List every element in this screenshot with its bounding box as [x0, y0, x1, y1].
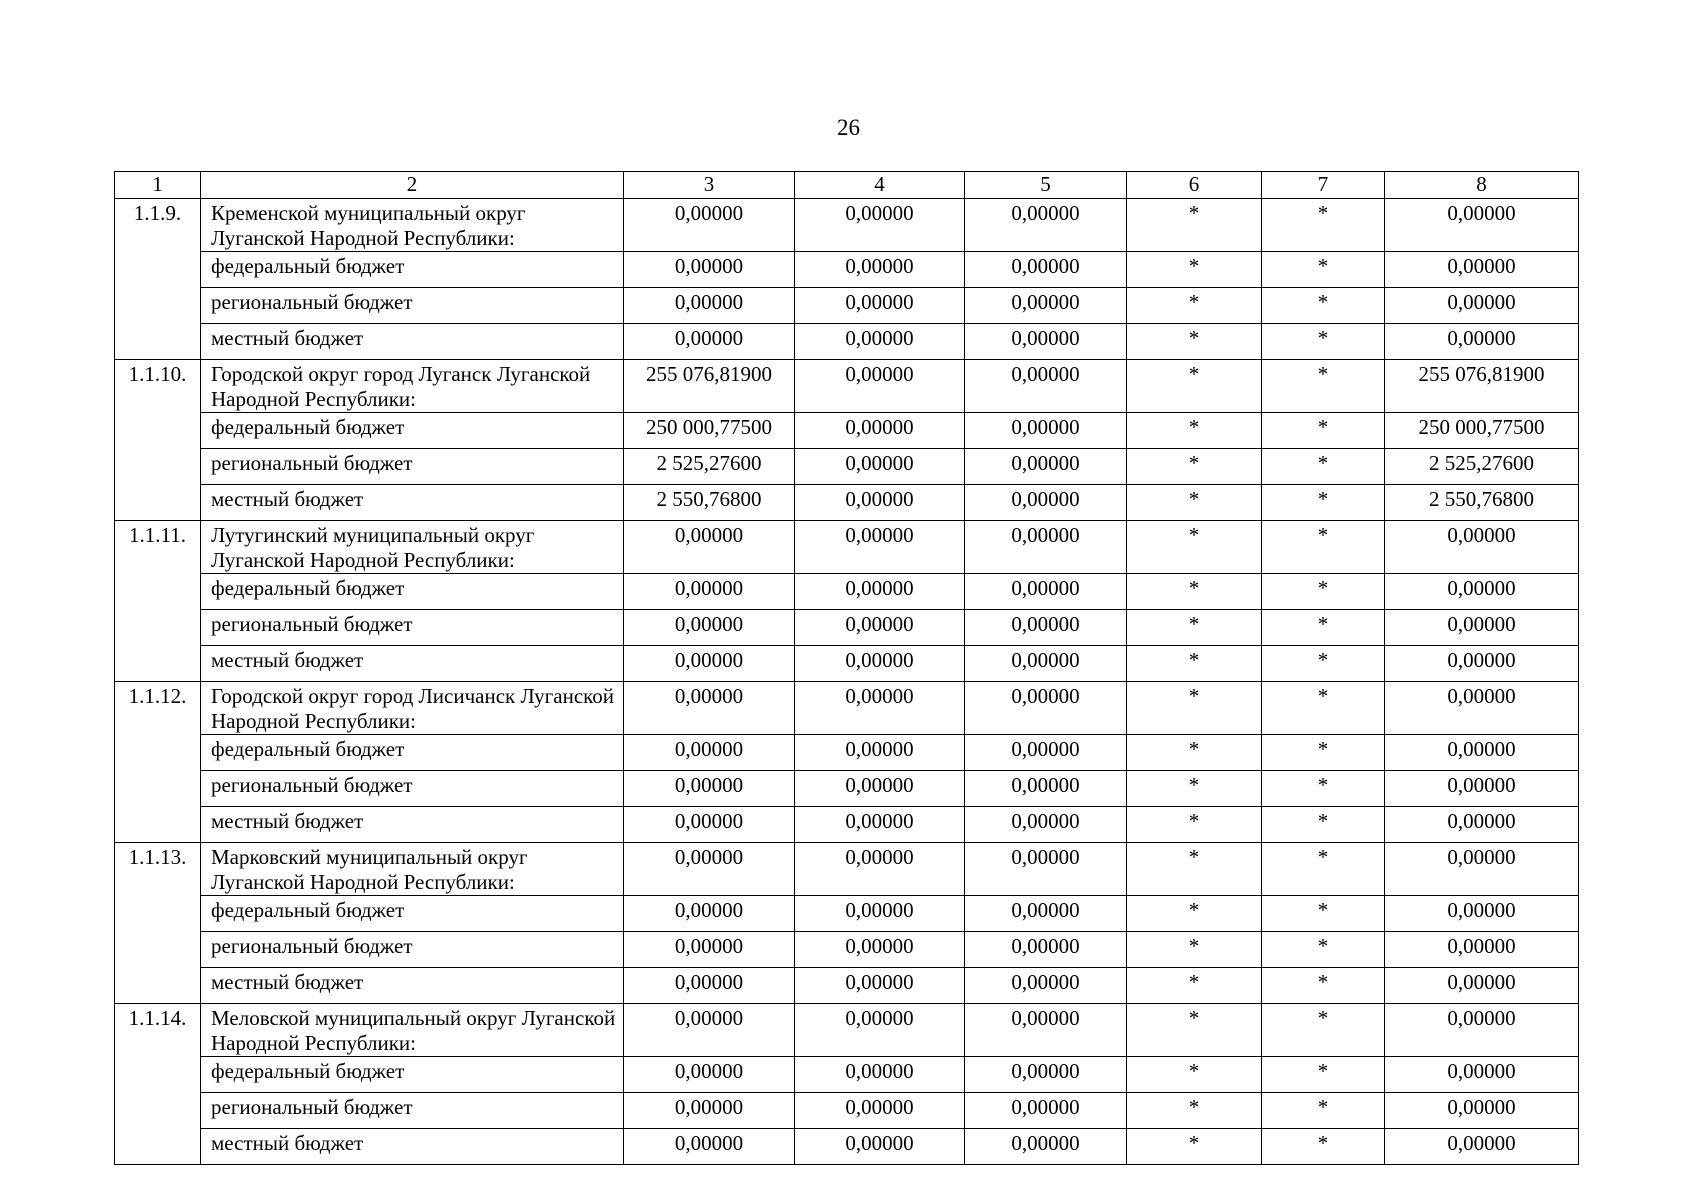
value-cell: 0,00000 [624, 324, 795, 360]
value-cell: 0,00000 [965, 413, 1127, 449]
value-cell: 0,00000 [1385, 288, 1579, 324]
table-row-budget [115, 735, 1579, 771]
value-cell: 0,00000 [624, 1129, 795, 1165]
value-cell: * [1127, 843, 1262, 896]
value-cell: 0,00000 [795, 682, 965, 735]
value-cell: 0,00000 [965, 449, 1127, 485]
column-header: 7 [1262, 172, 1385, 199]
value-cell: * [1127, 449, 1262, 485]
budget-label: региональный бюджет [201, 288, 624, 324]
value-cell: 0,00000 [795, 485, 965, 521]
table-row-budget [115, 574, 1579, 610]
table-row-budget [115, 252, 1579, 288]
value-cell: 0,00000 [795, 288, 965, 324]
value-cell: 0,00000 [624, 932, 795, 968]
value-cell: 0,00000 [795, 843, 965, 896]
table-row-municipality [115, 199, 1579, 252]
value-cell: 0,00000 [965, 646, 1127, 682]
column-header: 8 [1385, 172, 1579, 199]
row-code: 1.1.11. [115, 521, 201, 682]
table-row-budget [115, 288, 1579, 324]
value-cell: 0,00000 [624, 843, 795, 896]
value-cell: * [1127, 288, 1262, 324]
budget-label: местный бюджет [201, 485, 624, 521]
value-cell: 0,00000 [965, 896, 1127, 932]
row-code: 1.1.9. [115, 199, 201, 360]
table-row-budget [115, 485, 1579, 521]
value-cell: 0,00000 [965, 807, 1127, 843]
value-cell: 0,00000 [965, 360, 1127, 413]
table-row-budget [115, 771, 1579, 807]
value-cell: 0,00000 [965, 574, 1127, 610]
value-cell: 0,00000 [1385, 682, 1579, 735]
value-cell: * [1127, 646, 1262, 682]
value-cell: 0,00000 [965, 1057, 1127, 1093]
budget-label: местный бюджет [201, 807, 624, 843]
value-cell: * [1127, 807, 1262, 843]
municipality-name: Меловской муниципальный округ Луганской Народной Республики: [201, 1004, 624, 1057]
value-cell: * [1262, 521, 1385, 574]
value-cell: 0,00000 [965, 199, 1127, 252]
value-cell: * [1127, 771, 1262, 807]
value-cell: 0,00000 [624, 968, 795, 1004]
table-row-budget [115, 896, 1579, 932]
column-header: 2 [201, 172, 624, 199]
budget-table [114, 171, 1579, 1165]
budget-label: региональный бюджет [201, 771, 624, 807]
value-cell: 0,00000 [624, 1057, 795, 1093]
value-cell: 0,00000 [795, 735, 965, 771]
table-row-budget [115, 1057, 1579, 1093]
table-row-budget [115, 646, 1579, 682]
value-cell: 0,00000 [1385, 1129, 1579, 1165]
value-cell: * [1127, 682, 1262, 735]
value-cell: * [1262, 968, 1385, 1004]
value-cell: 0,00000 [1385, 807, 1579, 843]
value-cell: * [1262, 610, 1385, 646]
value-cell: * [1127, 324, 1262, 360]
value-cell: 0,00000 [1385, 646, 1579, 682]
value-cell: * [1262, 646, 1385, 682]
value-cell: 0,00000 [965, 771, 1127, 807]
value-cell: 0,00000 [795, 413, 965, 449]
column-header: 6 [1127, 172, 1262, 199]
value-cell: * [1127, 1004, 1262, 1057]
table-row-municipality [115, 521, 1579, 574]
budget-label: региональный бюджет [201, 932, 624, 968]
table-row-budget [115, 449, 1579, 485]
budget-label: федеральный бюджет [201, 896, 624, 932]
value-cell: * [1127, 1129, 1262, 1165]
value-cell: * [1127, 735, 1262, 771]
value-cell: 0,00000 [624, 646, 795, 682]
value-cell: 0,00000 [795, 574, 965, 610]
value-cell: 255 076,81900 [1385, 360, 1579, 413]
table-row-budget [115, 1093, 1579, 1129]
value-cell: 0,00000 [795, 1093, 965, 1129]
value-cell: 0,00000 [624, 1004, 795, 1057]
value-cell: 0,00000 [965, 324, 1127, 360]
value-cell: 0,00000 [965, 682, 1127, 735]
value-cell: 250 000,77500 [624, 413, 795, 449]
value-cell: 0,00000 [965, 735, 1127, 771]
value-cell: 0,00000 [795, 1004, 965, 1057]
value-cell: 0,00000 [1385, 771, 1579, 807]
table-header [115, 172, 1579, 199]
municipality-name: Лутугинский муниципальный округ Луганской Народной Республики: [201, 521, 624, 574]
value-cell: 0,00000 [795, 932, 965, 968]
budget-label: региональный бюджет [201, 449, 624, 485]
value-cell: 0,00000 [624, 574, 795, 610]
value-cell: * [1262, 1057, 1385, 1093]
table-row-budget [115, 1129, 1579, 1165]
value-cell: 0,00000 [1385, 1004, 1579, 1057]
value-cell: 255 076,81900 [624, 360, 795, 413]
value-cell: * [1262, 932, 1385, 968]
value-cell: * [1127, 1093, 1262, 1129]
value-cell: * [1127, 574, 1262, 610]
value-cell: 0,00000 [795, 968, 965, 1004]
value-cell: * [1127, 521, 1262, 574]
value-cell: 0,00000 [795, 1129, 965, 1165]
value-cell: 0,00000 [795, 610, 965, 646]
value-cell: * [1262, 807, 1385, 843]
value-cell: * [1262, 1004, 1385, 1057]
value-cell: * [1127, 252, 1262, 288]
table-row-municipality [115, 360, 1579, 413]
value-cell: 0,00000 [624, 1093, 795, 1129]
value-cell: * [1262, 199, 1385, 252]
value-cell: * [1127, 199, 1262, 252]
table-body [115, 199, 1579, 1165]
value-cell: 2 550,76800 [624, 485, 795, 521]
table-row-budget [115, 968, 1579, 1004]
value-cell: * [1262, 771, 1385, 807]
municipality-name: Городской округ город Лисичанск Луганской Народной Республики: [201, 682, 624, 735]
value-cell: 0,00000 [795, 324, 965, 360]
budget-label: местный бюджет [201, 646, 624, 682]
value-cell: * [1262, 1093, 1385, 1129]
value-cell: * [1262, 682, 1385, 735]
value-cell: 0,00000 [795, 199, 965, 252]
value-cell: 0,00000 [624, 682, 795, 735]
budget-label: федеральный бюджет [201, 252, 624, 288]
value-cell: * [1262, 449, 1385, 485]
municipality-name: Кременской муниципальный округ Луганской Народной Республики: [201, 199, 624, 252]
value-cell: 0,00000 [965, 288, 1127, 324]
value-cell: 0,00000 [624, 288, 795, 324]
row-code: 1.1.13. [115, 843, 201, 1004]
value-cell: * [1262, 896, 1385, 932]
budget-label: федеральный бюджет [201, 574, 624, 610]
column-header: 3 [624, 172, 795, 199]
value-cell: 0,00000 [1385, 896, 1579, 932]
value-cell: * [1262, 252, 1385, 288]
budget-label: федеральный бюджет [201, 413, 624, 449]
value-cell: 0,00000 [1385, 199, 1579, 252]
budget-label: федеральный бюджет [201, 735, 624, 771]
table-row-budget [115, 413, 1579, 449]
column-header: 5 [965, 172, 1127, 199]
budget-label: местный бюджет [201, 968, 624, 1004]
value-cell: 0,00000 [795, 252, 965, 288]
value-cell: * [1127, 1057, 1262, 1093]
value-cell: 0,00000 [965, 968, 1127, 1004]
value-cell: * [1262, 1129, 1385, 1165]
value-cell: 0,00000 [1385, 324, 1579, 360]
value-cell: 0,00000 [624, 199, 795, 252]
value-cell: * [1262, 485, 1385, 521]
budget-label: местный бюджет [201, 324, 624, 360]
table-row-municipality [115, 1004, 1579, 1057]
value-cell: 2 525,27600 [624, 449, 795, 485]
page-number: 26 [837, 115, 860, 140]
value-cell: 0,00000 [1385, 932, 1579, 968]
value-cell: 0,00000 [795, 646, 965, 682]
value-cell: 0,00000 [624, 610, 795, 646]
value-cell: 0,00000 [795, 521, 965, 574]
table-row-municipality [115, 843, 1579, 896]
value-cell: * [1127, 610, 1262, 646]
table-row-municipality [115, 682, 1579, 735]
value-cell: 0,00000 [1385, 843, 1579, 896]
value-cell: 0,00000 [965, 1129, 1127, 1165]
value-cell: 0,00000 [965, 1093, 1127, 1129]
value-cell: 0,00000 [965, 1004, 1127, 1057]
value-cell: 0,00000 [965, 610, 1127, 646]
column-header: 4 [795, 172, 965, 199]
value-cell: 0,00000 [965, 485, 1127, 521]
municipality-name: Марковский муниципальный округ Луганской Народной Республики: [201, 843, 624, 896]
value-cell: * [1262, 735, 1385, 771]
value-cell: * [1127, 485, 1262, 521]
value-cell: 0,00000 [1385, 735, 1579, 771]
value-cell: 2 525,27600 [1385, 449, 1579, 485]
value-cell: 0,00000 [965, 521, 1127, 574]
table-row-budget [115, 932, 1579, 968]
value-cell: 0,00000 [1385, 521, 1579, 574]
value-cell: 0,00000 [795, 449, 965, 485]
row-code: 1.1.14. [115, 1004, 201, 1165]
value-cell: * [1127, 968, 1262, 1004]
budget-label: местный бюджет [201, 1129, 624, 1165]
value-cell: * [1262, 843, 1385, 896]
value-cell: 0,00000 [795, 896, 965, 932]
value-cell: * [1262, 360, 1385, 413]
value-cell: 0,00000 [795, 807, 965, 843]
value-cell: 250 000,77500 [1385, 413, 1579, 449]
value-cell: 0,00000 [795, 771, 965, 807]
value-cell: * [1262, 324, 1385, 360]
budget-label: федеральный бюджет [201, 1057, 624, 1093]
value-cell: 0,00000 [624, 252, 795, 288]
value-cell: 0,00000 [1385, 968, 1579, 1004]
value-cell: 0,00000 [624, 807, 795, 843]
column-header: 1 [115, 172, 201, 199]
value-cell: 0,00000 [1385, 574, 1579, 610]
value-cell: 0,00000 [965, 252, 1127, 288]
value-cell: 0,00000 [1385, 1093, 1579, 1129]
value-cell: 0,00000 [1385, 610, 1579, 646]
value-cell: 0,00000 [965, 843, 1127, 896]
value-cell: * [1262, 288, 1385, 324]
row-code: 1.1.10. [115, 360, 201, 521]
table-row-budget [115, 807, 1579, 843]
value-cell: * [1127, 932, 1262, 968]
value-cell: 0,00000 [624, 521, 795, 574]
value-cell: * [1127, 360, 1262, 413]
value-cell: 0,00000 [624, 896, 795, 932]
value-cell: * [1127, 413, 1262, 449]
municipality-name: Городской округ город Луганск Луганской Народной Республики: [201, 360, 624, 413]
row-code: 1.1.12. [115, 682, 201, 843]
value-cell: * [1262, 413, 1385, 449]
column-numbers-row [115, 172, 1579, 199]
value-cell: 0,00000 [1385, 252, 1579, 288]
value-cell: 0,00000 [795, 1057, 965, 1093]
value-cell: 0,00000 [1385, 1057, 1579, 1093]
value-cell: * [1127, 896, 1262, 932]
value-cell: 0,00000 [795, 360, 965, 413]
value-cell: * [1262, 574, 1385, 610]
budget-label: региональный бюджет [201, 1093, 624, 1129]
value-cell: 0,00000 [624, 735, 795, 771]
value-cell: 0,00000 [965, 932, 1127, 968]
table-row-budget [115, 610, 1579, 646]
value-cell: 0,00000 [624, 771, 795, 807]
budget-label: региональный бюджет [201, 610, 624, 646]
table-row-budget [115, 324, 1579, 360]
value-cell: 2 550,76800 [1385, 485, 1579, 521]
